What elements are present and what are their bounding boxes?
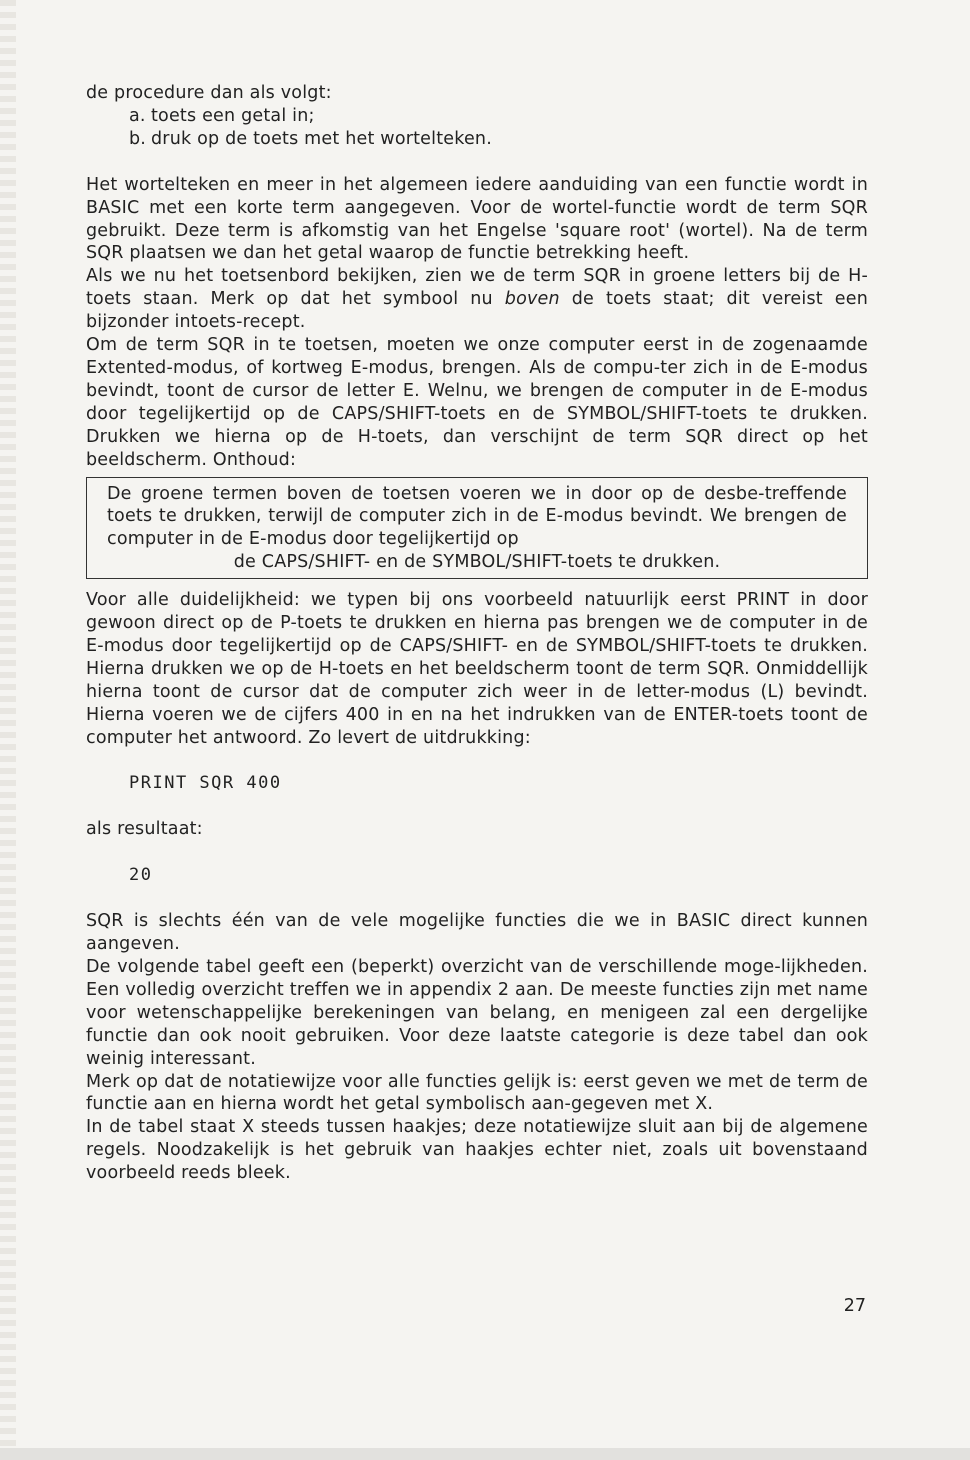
step-a-text: toets een getal in;	[151, 105, 315, 126]
remember-box-last-line: de CAPS/SHIFT- en de SYMBOL/SHIFT-toets te drukken.	[233, 552, 721, 573]
paragraph-parentheses: In de tabel staat X steeds tussen haakjes; deze notatiewijze sluit aan bij de algemene regels. Noodzakelijk is het gebruik van haakjes echter niet, zoals uit bovenstaand voorbeeld reeds bleek.	[86, 1117, 868, 1184]
code-print-sqr: PRINT SQR 400	[129, 773, 282, 794]
spacer	[86, 795, 868, 818]
result-label: als resultaat:	[86, 819, 203, 840]
paragraph-sqr-intro: Het wortelteken en meer in het algemeen iedere aanduiding van een functie wordt in BASIC met een korte term aangegeven. Voor de wortel-functie wordt de term SQR gebruikt. Deze term is afkomstig van het Engelse 'square root' (wortel). Na de term SQR plaatsen we dan het getal waarop de functie betrekking heeft.	[86, 174, 868, 264]
paragraph-table-overview: De volgende tabel geeft een (beperkt) overzicht van de verschillende moge-lijkheden. Een volledig overzicht treffen we in appendix 2 aan. De meeste functies zijn met name voor wetenschappelijke berekeningen van belang, en menigeen zal een dergelijke functie dan ook nooit gebruiken. Voor deze laatste categorie is deze tabel dan ook weinig interessant.	[86, 957, 868, 1069]
paragraph-notation: Merk op dat de notatiewijze voor alle functies gelijk is: eerst geven we met de term de functie aan en hierna wordt het getal symbolisch aan-gegeven met X.	[86, 1071, 868, 1115]
page-edge	[0, 0, 16, 1460]
paragraph-e-mode: Om de term SQR in te toetsen, moeten we onze computer eerst in de zogenaamde Extented-modus, of kortweg E-modus, brengen. Als de compu-ter zich in de E-modus bevindt, toont de cursor de letter E. Welnu, we brengen de computer in de E-modus door tegelijkertijd op de CAPS/SHIFT-toets en de SYMBOL/SHIFT-toets te drukken. Drukken we hierna op de H-toets, dan verschijnt de term SQR direct op het beeldscherm. Onthoud:	[86, 335, 868, 470]
step-b-mark: b.	[129, 128, 147, 149]
code-result: 20	[129, 865, 153, 886]
step-a-mark: a.	[129, 105, 146, 126]
spacer	[86, 887, 868, 910]
step-a	[86, 105, 868, 128]
spacer	[86, 749, 868, 772]
paragraph-functions: SQR is slechts één van de vele mogelijke functies die we in BASIC direct kunnen aangeven.	[86, 911, 868, 955]
step-b-text: druk op de toets met het wortelteken.	[151, 128, 492, 149]
remember-box-text: De groene termen boven de toetsen voeren we in door op de desbe-treffende toets te drukken, terwijl de computer zich in de E-modus bevindt. We brengen de computer in de E-modus door tegelijkertijd op	[107, 483, 847, 550]
paragraph-example: Voor alle duidelijkheid: we typen bij ons voorbeeld natuurlijk eerst PRINT in door gewoon direct op de P-toets te drukken en hierna pas brengen we de computer in de E-modus door tegelijkertijd op de CAPS/SHIFT- en de SYMBOL/SHIFT-toets te drukken. Hierna drukken we op de H-toets en het beeldscherm toont de term SQR. Onmiddellijk hierna toont de cursor dat de computer zich weer in de letter-modus (L) bevindt. Hierna voeren we de cijfers 400 in en na het indrukken van de ENTER-toets toont de computer het antwoord. Zo levert de uitdrukking:	[86, 590, 868, 748]
spacer	[86, 151, 868, 174]
page-body	[86, 82, 868, 1185]
page-number: 27	[843, 1296, 866, 1316]
paragraph-keyboard-end: de toets staat; dit vereist een bijzonder intoets-recept.	[86, 289, 868, 333]
emphasis-boven: boven	[504, 289, 560, 310]
remember-box	[86, 477, 868, 580]
scan-bottom-band	[0, 1448, 970, 1460]
paragraph-keyboard	[86, 265, 868, 334]
intro-line: de procedure dan als volgt:	[86, 83, 332, 103]
paragraph-keyboard-start: Als we nu het toetsenbord bekijken, zien we de term SQR in groene letters bij de H-toets staan. Merk op dat het symbool nu	[86, 266, 868, 310]
step-b	[86, 128, 868, 151]
spacer	[86, 841, 868, 864]
